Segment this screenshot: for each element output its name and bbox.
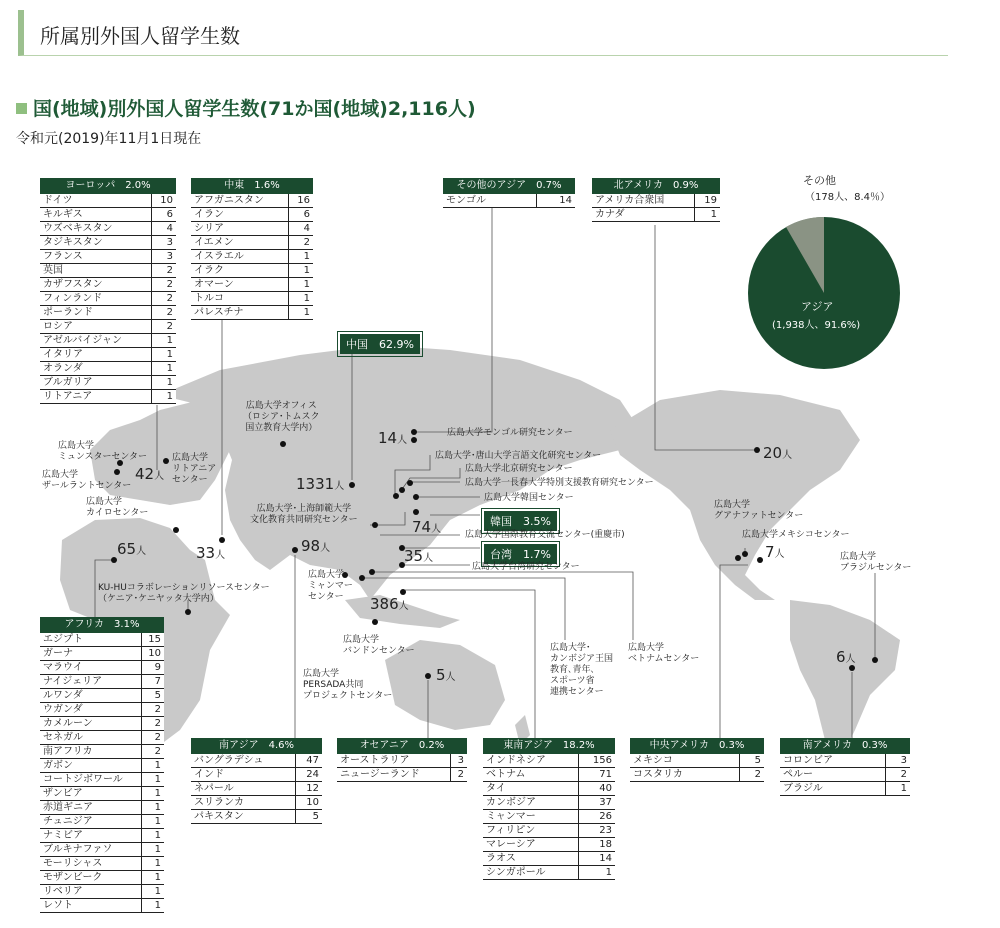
center-saarland: 広島大学 ザールラントセンター <box>42 470 132 491</box>
country-name: フィリピン <box>483 824 578 838</box>
country-name: ナミビア <box>40 829 141 843</box>
student-count: 1 <box>886 782 910 796</box>
country-name: アフガニスタン <box>191 194 288 208</box>
pie-chart <box>748 217 900 369</box>
student-count: 1 <box>151 348 176 362</box>
student-count: 10 <box>151 194 176 208</box>
country-name: ブルキナファソ <box>40 843 141 857</box>
student-count: 2 <box>141 703 164 717</box>
country-name: インド <box>191 768 296 782</box>
country-name: アゼルバイジャン <box>40 334 151 348</box>
table-row <box>191 768 322 782</box>
country-name: ポーランド <box>40 306 151 320</box>
table-row <box>191 208 313 222</box>
student-count: 15 <box>141 633 164 647</box>
student-count: 2 <box>886 768 910 782</box>
table-title: 中央アメリカ 0.3% <box>630 738 764 754</box>
table-row <box>40 759 164 773</box>
student-count: 5 <box>141 689 164 703</box>
table-row <box>483 796 615 810</box>
marker-cambodia <box>359 575 365 581</box>
country-name: ラオス <box>483 852 578 866</box>
count-central-america: 7人 <box>765 543 785 561</box>
center-brazil: 広島大学 ブラジルセンター <box>840 552 912 573</box>
table-row <box>40 250 176 264</box>
country-name: イエメン <box>191 236 288 250</box>
country-name: モザンビーク <box>40 871 141 885</box>
student-count: 6 <box>151 208 176 222</box>
country-name: レソト <box>40 899 141 913</box>
center-lithuania: 広島大学 リトアニア センター <box>172 453 217 485</box>
count-south-america: 6人 <box>836 648 856 666</box>
country-name: コートジボワール <box>40 773 141 787</box>
table-row <box>191 306 313 320</box>
country-name: バングラデシュ <box>191 754 296 768</box>
table-north-america <box>592 178 720 222</box>
country-name: パレスチナ <box>191 306 288 320</box>
student-count: 5 <box>296 810 322 824</box>
count-china: 1331人 <box>296 475 345 493</box>
country-name: ペルー <box>780 768 886 782</box>
country-name: ザンビア <box>40 787 141 801</box>
table-row <box>483 754 615 768</box>
student-count: 23 <box>578 824 615 838</box>
country-name: オーストラリア <box>337 754 450 768</box>
table-row <box>483 810 615 824</box>
marker-cairo <box>173 527 179 533</box>
student-count: 14 <box>536 194 575 208</box>
center-kenya: KU-HUコラボレーションリソースセンター （ケニア･ケニヤッタ大学内） <box>98 583 270 604</box>
student-count: 1 <box>141 843 164 857</box>
student-count: 1 <box>288 264 313 278</box>
section-title-text: 国(地域)別外国人留学生数(71か国(地域)2,116人) <box>33 98 476 120</box>
table-row <box>191 278 313 292</box>
student-count: 1 <box>151 376 176 390</box>
table-title: アフリカ 3.1% <box>40 617 164 633</box>
table-title: 南アジア 4.6% <box>191 738 322 754</box>
table-africa <box>40 617 164 913</box>
student-count: 6 <box>288 208 313 222</box>
student-count: 1 <box>288 250 313 264</box>
country-name: イラン <box>191 208 288 222</box>
student-count: 4 <box>151 222 176 236</box>
table-europe <box>40 178 176 404</box>
table-row <box>483 768 615 782</box>
count-africa: 65人 <box>117 540 147 558</box>
pie-other-label: その他 <box>803 174 836 187</box>
tag-china: 中国 62.9% <box>340 334 420 354</box>
country-name: シリア <box>191 222 288 236</box>
country-name: ガボン <box>40 759 141 773</box>
marker-shanghai <box>372 522 378 528</box>
country-name: 南アフリカ <box>40 745 141 759</box>
center-mexico: 広島大学メキシコセンター <box>742 530 850 540</box>
marker-mongolia-b <box>411 437 417 443</box>
country-name: ナイジェリア <box>40 675 141 689</box>
marker-tangshan <box>393 493 399 499</box>
center-chongqing: 広島大学国際教育交流センター(重慶市) <box>465 530 625 540</box>
student-count: 1 <box>151 334 176 348</box>
country-name: ブルガリア <box>40 376 151 390</box>
map-north-america <box>610 390 860 600</box>
student-count: 1 <box>578 866 615 880</box>
table-row <box>630 754 764 768</box>
count-south-asia: 98人 <box>301 537 331 555</box>
country-name: マラウイ <box>40 661 141 675</box>
count-north-america: 20人 <box>763 444 793 462</box>
country-name: リベリア <box>40 885 141 899</box>
center-myanmar: 広島大学 ミャンマー センター <box>308 570 353 602</box>
count-middle-east: 33人 <box>196 544 226 562</box>
pie-asia-label: アジア <box>801 300 834 313</box>
student-count: 18 <box>578 838 615 852</box>
marker-central-america <box>757 557 763 563</box>
table-row <box>40 773 164 787</box>
country-name: オランダ <box>40 362 151 376</box>
student-count: 1 <box>694 208 720 222</box>
table-row <box>40 731 164 745</box>
student-count: 19 <box>694 194 720 208</box>
table-row <box>337 754 467 768</box>
marker-korea-count <box>413 509 419 515</box>
center-shanghai: 広島大学･上海師範大学 文化教育共同研究センター <box>250 504 358 525</box>
table-row <box>191 810 322 824</box>
table-row <box>40 885 164 899</box>
table-row <box>40 857 164 871</box>
marker-bandung <box>372 619 378 625</box>
student-count: 1 <box>141 759 164 773</box>
country-name: フィンランド <box>40 292 151 306</box>
country-name: 英国 <box>40 264 151 278</box>
country-name: イラク <box>191 264 288 278</box>
table-row <box>483 866 615 880</box>
table-row <box>483 852 615 866</box>
country-name: チュニジア <box>40 815 141 829</box>
student-count: 156 <box>578 754 615 768</box>
country-name: トルコ <box>191 292 288 306</box>
country-name: ウズベキスタン <box>40 222 151 236</box>
student-count: 9 <box>141 661 164 675</box>
table-row <box>40 348 176 362</box>
country-name: ウガンダ <box>40 703 141 717</box>
marker-middle-east <box>219 537 225 543</box>
country-name: マレーシア <box>483 838 578 852</box>
table-row <box>191 194 313 208</box>
table-oceania <box>337 738 467 782</box>
map-south-america <box>790 600 900 760</box>
table-row <box>40 362 176 376</box>
marker-kenya <box>185 609 191 615</box>
count-oceania: 5人 <box>436 666 456 684</box>
country-name: ネパール <box>191 782 296 796</box>
student-count: 4 <box>288 222 313 236</box>
table-title: 中東 1.6% <box>191 178 313 194</box>
country-name: シンガポール <box>483 866 578 880</box>
student-count: 1 <box>288 306 313 320</box>
center-bandung: 広島大学 バンドンセンター <box>343 635 415 656</box>
page-header-title: 所属別外国人留学生数 <box>40 24 240 48</box>
table-row <box>40 689 164 703</box>
country-name: タイ <box>483 782 578 796</box>
student-count: 2 <box>141 745 164 759</box>
student-count: 2 <box>151 264 176 278</box>
student-count: 37 <box>578 796 615 810</box>
student-count: 1 <box>141 899 164 913</box>
country-name: メキシコ <box>630 754 739 768</box>
center-taiwan: 広島大学台湾研究センター <box>472 562 580 572</box>
marker-lithuania <box>163 458 169 464</box>
country-name: ベトナム <box>483 768 578 782</box>
student-count: 2 <box>739 768 764 782</box>
table-row <box>191 250 313 264</box>
student-count: 14 <box>578 852 615 866</box>
student-count: 1 <box>141 773 164 787</box>
pie-asia-value: (1,938人、91.6%) <box>772 320 861 331</box>
marker-south-asia <box>292 547 298 553</box>
marker-brazil <box>872 657 878 663</box>
table-row <box>40 208 176 222</box>
table-row <box>191 796 322 810</box>
marker-changchun <box>407 480 413 486</box>
marker-mexico <box>742 551 748 557</box>
as-of-date: 令和元(2019)年11月1日現在 <box>16 131 202 147</box>
student-count: 24 <box>296 768 322 782</box>
center-changchun: 広島大学一長春大学特別支援教育研究センター <box>465 478 654 488</box>
table-row <box>592 208 720 222</box>
table-title: その他のアジア 0.7% <box>443 178 575 194</box>
country-name: コスタリカ <box>630 768 739 782</box>
student-count: 2 <box>450 768 467 782</box>
student-count: 1 <box>141 787 164 801</box>
table-row <box>40 717 164 731</box>
center-cairo: 広島大学 カイロセンター <box>86 497 149 518</box>
center-persada: 広島大学 PERSADA共同 プロジェクトセンター <box>303 669 393 701</box>
table-row <box>40 292 176 306</box>
table-south-asia <box>191 738 322 824</box>
center-munster: 広島大学 ミュンスターセンター <box>58 441 148 462</box>
country-name: キルギス <box>40 208 151 222</box>
country-name: カメルーン <box>40 717 141 731</box>
center-vietnam: 広島大学 ベトナムセンター <box>628 643 700 664</box>
table-title: オセアニア 0.2% <box>337 738 467 754</box>
table-south-america <box>780 738 910 796</box>
center-korea: 広島大学韓国センター <box>484 493 574 503</box>
country-name: リトアニア <box>40 390 151 404</box>
table-row <box>191 754 322 768</box>
country-name: カンボジア <box>483 796 578 810</box>
student-count: 2 <box>151 292 176 306</box>
country-name: モンゴル <box>443 194 536 208</box>
marker-beijing <box>399 487 405 493</box>
count-europe: 42人 <box>135 465 165 483</box>
marker-mongolia-a <box>411 429 417 435</box>
student-count: 3 <box>151 250 176 264</box>
center-beijing: 広島大学北京研究センター <box>465 464 573 474</box>
country-name: オマーン <box>191 278 288 292</box>
country-name: イスラエル <box>191 250 288 264</box>
student-count: 12 <box>296 782 322 796</box>
table-row <box>191 292 313 306</box>
country-name: カナダ <box>592 208 694 222</box>
student-count: 71 <box>578 768 615 782</box>
country-name: モーリシャス <box>40 857 141 871</box>
table-row <box>40 815 164 829</box>
table-title: 南アメリカ 0.3% <box>780 738 910 754</box>
student-count: 2 <box>151 306 176 320</box>
center-cambodia: 広島大学･ カンボジア王国 教育､青年､ スポーツ省 連携センター <box>550 643 614 697</box>
table-row <box>780 754 910 768</box>
country-name: セネガル <box>40 731 141 745</box>
table-row <box>780 768 910 782</box>
table-row <box>483 838 615 852</box>
marker-vietnam <box>369 569 375 575</box>
table-row <box>40 647 164 661</box>
student-count: 10 <box>296 796 322 810</box>
country-name: ドイツ <box>40 194 151 208</box>
country-name: インドネシア <box>483 754 578 768</box>
table-row <box>40 633 164 647</box>
student-count: 2 <box>151 320 176 334</box>
student-count: 16 <box>288 194 313 208</box>
tag-korea: 韓国 3.5% <box>484 511 557 531</box>
country-name: 赤道ギニア <box>40 801 141 815</box>
table-row <box>40 787 164 801</box>
student-count: 5 <box>739 754 764 768</box>
student-count: 1 <box>151 362 176 376</box>
country-name: パキスタン <box>191 810 296 824</box>
table-row <box>40 801 164 815</box>
table-central-america <box>630 738 764 782</box>
table-row <box>40 306 176 320</box>
table-title: 東南アジア 18.2% <box>483 738 615 754</box>
country-name: コロンビア <box>780 754 886 768</box>
country-name: イタリア <box>40 348 151 362</box>
table-row <box>40 236 176 250</box>
student-count: 47 <box>296 754 322 768</box>
marker-korea <box>413 494 419 500</box>
student-count: 3 <box>886 754 910 768</box>
student-count: 1 <box>141 801 164 815</box>
table-row <box>40 675 164 689</box>
table-row <box>191 782 322 796</box>
student-count: 2 <box>141 717 164 731</box>
country-name: ニュージーランド <box>337 768 450 782</box>
marker-guanajuato <box>735 555 741 561</box>
table-row <box>191 236 313 250</box>
count-mongolia: 14人 <box>378 429 408 447</box>
student-count: 1 <box>288 292 313 306</box>
country-name: フランス <box>40 250 151 264</box>
table-other-asia <box>443 178 575 208</box>
table-row <box>40 194 176 208</box>
table-title: 北アメリカ 0.9% <box>592 178 720 194</box>
count-southeast-asia: 386人 <box>370 595 409 613</box>
count-korea: 74人 <box>412 518 442 536</box>
table-row <box>40 334 176 348</box>
table-row <box>592 194 720 208</box>
table-row <box>40 278 176 292</box>
country-name: エジプト <box>40 633 141 647</box>
student-count: 1 <box>141 829 164 843</box>
student-count: 2 <box>151 278 176 292</box>
student-count: 3 <box>151 236 176 250</box>
table-row <box>337 768 467 782</box>
country-name: ガーナ <box>40 647 141 661</box>
pie-other-value: （178人、8.4％） <box>805 192 890 203</box>
center-mongolia: 広島大学モンゴル研究センター <box>447 428 573 438</box>
table-row <box>191 222 313 236</box>
marker-russia <box>280 441 286 447</box>
tag-taiwan: 台湾 1.7% <box>484 544 557 564</box>
table-row <box>443 194 575 208</box>
student-count: 2 <box>288 236 313 250</box>
country-name: タジキスタン <box>40 236 151 250</box>
table-row <box>40 703 164 717</box>
country-name: スリランカ <box>191 796 296 810</box>
marker-china <box>349 482 355 488</box>
table-row <box>40 829 164 843</box>
table-southeast-asia <box>483 738 615 880</box>
table-row <box>40 661 164 675</box>
country-name: ロシア <box>40 320 151 334</box>
student-count: 1 <box>141 815 164 829</box>
table-row <box>40 222 176 236</box>
table-title: ヨーロッパ 2.0% <box>40 178 176 194</box>
student-count: 2 <box>141 731 164 745</box>
table-row <box>40 745 164 759</box>
student-count: 26 <box>578 810 615 824</box>
table-row <box>483 782 615 796</box>
country-name: ブラジル <box>780 782 886 796</box>
marker-north-america <box>754 447 760 453</box>
count-taiwan: 35人 <box>404 547 434 565</box>
student-count: 1 <box>141 885 164 899</box>
center-tangshan: 広島大学･唐山大学言語文化研究センター <box>435 451 602 461</box>
table-row <box>40 899 164 913</box>
country-name: カザフスタン <box>40 278 151 292</box>
table-row <box>780 782 910 796</box>
marker-oceania <box>425 673 431 679</box>
table-row <box>40 320 176 334</box>
student-count: 10 <box>141 647 164 661</box>
student-count: 1 <box>141 871 164 885</box>
student-count: 40 <box>578 782 615 796</box>
table-middle-east <box>191 178 313 320</box>
country-name: ルワンダ <box>40 689 141 703</box>
table-row <box>40 264 176 278</box>
table-row <box>40 843 164 857</box>
student-count: 1 <box>151 390 176 404</box>
table-row <box>40 390 176 404</box>
country-name: ミャンマー <box>483 810 578 824</box>
table-row <box>630 768 764 782</box>
student-count: 1 <box>141 857 164 871</box>
student-count: 7 <box>141 675 164 689</box>
table-row <box>40 871 164 885</box>
center-russia: 広島大学オフィス （ロシア･トムスク 国立教育大学内） <box>243 401 320 433</box>
table-row <box>191 264 313 278</box>
center-guanajuato: 広島大学 グアナファトセンター <box>714 500 804 521</box>
table-row <box>483 824 615 838</box>
student-count: 1 <box>288 278 313 292</box>
table-row <box>40 376 176 390</box>
country-name: アメリカ合衆国 <box>592 194 694 208</box>
student-count: 3 <box>450 754 467 768</box>
